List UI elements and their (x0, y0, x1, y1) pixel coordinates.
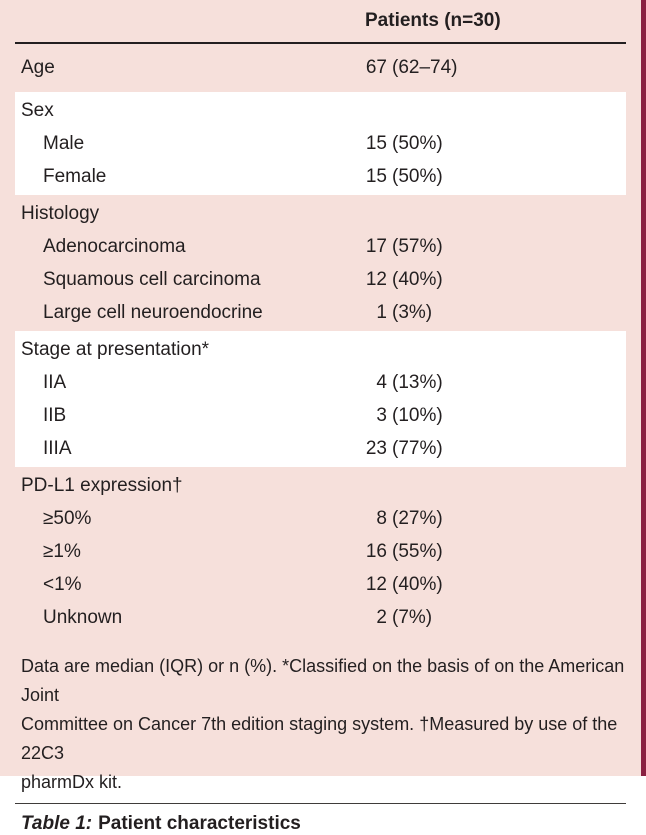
caption-table-number: Table 1: (21, 813, 93, 834)
row-label: Squamous cell carcinoma (43, 268, 261, 290)
row-value-number: 15 (365, 165, 387, 187)
row-value-percent: (57%) (392, 235, 443, 257)
row-value (365, 508, 626, 530)
row-value (365, 405, 626, 427)
row-label: Large cell neuroendocrine (43, 301, 263, 323)
section-header-row (21, 197, 626, 230)
section-stage (15, 331, 626, 467)
table-row (21, 230, 626, 263)
row-label: Male (43, 132, 85, 154)
row-value (365, 236, 626, 258)
table-row (21, 127, 626, 160)
table-row (21, 568, 626, 601)
caption-divider (15, 803, 626, 804)
row-label: ≥50% (43, 507, 92, 529)
row-value-percent: (3%) (392, 301, 433, 323)
row-value-percent: (50%) (392, 165, 443, 187)
row-value (365, 372, 626, 394)
section-pdl1 (15, 467, 626, 636)
row-label: Age (21, 57, 55, 78)
row-label: Unknown (43, 606, 123, 628)
row-value-range: (62–74) (392, 57, 458, 78)
row-value (365, 302, 626, 324)
row-label: IIB (43, 404, 67, 426)
row-value (365, 166, 626, 188)
row-label: Adenocarcinoma (43, 235, 186, 257)
table-caption (15, 813, 626, 835)
row-value-number: 3 (376, 404, 387, 426)
row-label: <1% (43, 573, 82, 595)
row-value-percent: (13%) (392, 371, 443, 393)
row-value-number: 12 (365, 573, 387, 595)
row-value-number: 1 (376, 301, 387, 323)
table-footnote (15, 652, 626, 797)
row-value-number: 8 (376, 507, 387, 529)
column-header-patients: Patients (n=30) (365, 10, 501, 31)
table-row (21, 366, 626, 399)
row-value-percent: (40%) (392, 268, 443, 290)
row-value (365, 133, 626, 155)
section-header-row (21, 94, 626, 127)
row-value-number: 17 (365, 235, 387, 257)
section-label: Histology (21, 202, 100, 224)
table-header-row (15, 0, 626, 44)
row-value (365, 541, 626, 563)
row-label: Female (43, 165, 107, 187)
table-row (21, 46, 626, 90)
row-value (365, 269, 626, 291)
section-sex (15, 92, 626, 195)
row-value-percent: (7%) (392, 606, 433, 628)
table-row (21, 160, 626, 193)
table-row (21, 296, 626, 329)
row-label: IIIA (43, 437, 72, 459)
section-header-row (21, 469, 626, 502)
footnote-line: Data are median (IQR) or n (%). *Classified on the basis of on the American Joint (21, 656, 625, 705)
table-row (21, 263, 626, 296)
row-value-number: 16 (365, 540, 387, 562)
row-value (365, 438, 626, 460)
row-value-percent: (10%) (392, 404, 443, 426)
section-histology (15, 195, 626, 331)
row-value-percent: (40%) (392, 573, 443, 595)
section-header-row (21, 333, 626, 366)
row-label: IIA (43, 371, 67, 393)
row-value-number: 67 (365, 57, 387, 78)
table-row (21, 399, 626, 432)
row-value-number: 2 (376, 606, 387, 628)
table-row (21, 535, 626, 568)
row-value (365, 607, 626, 629)
row-label: ≥1% (43, 540, 81, 562)
row-value-percent: (27%) (392, 507, 443, 529)
row-value (365, 574, 626, 596)
table-row (21, 502, 626, 535)
table-row (21, 432, 626, 465)
footnote-line: Committee on Cancer 7th edition staging system. †Measured by use of the 22C3 (21, 714, 618, 763)
row-value-percent: (55%) (392, 540, 443, 562)
row-value-number: 12 (365, 268, 387, 290)
row-value-number: 15 (365, 132, 387, 154)
row-value-number: 4 (376, 371, 387, 393)
row-value-percent: (77%) (392, 437, 443, 459)
row-value-percent: (50%) (392, 132, 443, 154)
table-row (21, 601, 626, 634)
section-label: PD-L1 expression† (21, 474, 183, 496)
section-label: Stage at presentation* (21, 338, 210, 360)
footnote-line: pharmDx kit. (21, 772, 123, 792)
section-age (15, 44, 626, 92)
row-value (365, 57, 626, 79)
section-label: Sex (21, 99, 54, 121)
row-value-number: 23 (365, 437, 387, 459)
caption-title: Patient characteristics (98, 813, 301, 834)
